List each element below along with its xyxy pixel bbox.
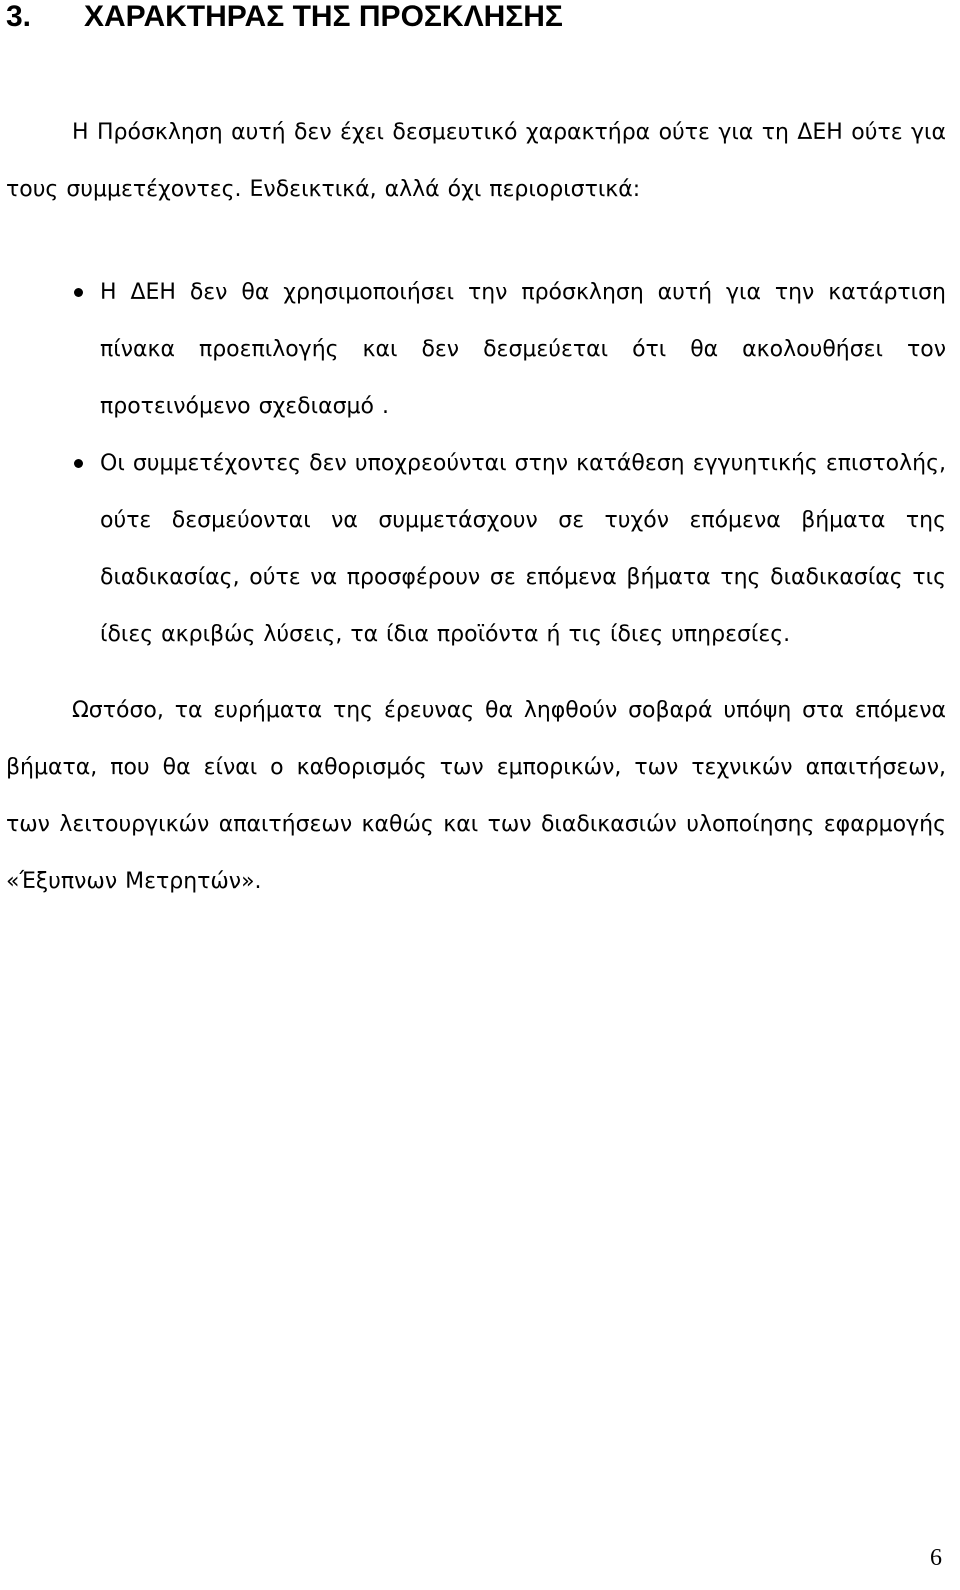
intro-paragraph: Η Πρόσκληση αυτή δεν έχει δεσμευτικό χαρακτήρα ούτε για τη ΔΕΗ ούτε για τους συμμετέχοντες. Ενδεικτικά, αλλά όχι περιοριστικά: <box>6 120 946 202</box>
section-number: 3. <box>6 0 32 33</box>
section-heading <box>6 0 946 34</box>
bullet-dot-icon <box>74 459 83 468</box>
bullet-item <box>0 264 946 435</box>
closing-paragraph: Ωστόσο, τα ευρήματα της έρευνας θα ληφθούν σοβαρά υπόψη στα επόμενα βήματα, που θα είναι ο καθορισμός των εμπορικών, των τεχνικών απαιτήσεων, των λειτουργικών απαιτήσεων καθώς και των διαδικασιών υλοποίησης εφαρμογής «Έξυπνων Μετρητών». <box>6 698 946 894</box>
section-title: ΧΑΡΑΚΤΗΡΑΣ ΤΗΣ ΠΡΟΣΚΛΗΣΗΣ <box>84 0 563 33</box>
bullet-list <box>0 264 946 663</box>
bullet-text: Η ΔΕΗ δεν θα χρησιμοποιήσει την πρόσκληση αυτή για την κατάρτιση πίνακα προεπιλογής και δεν δεσμεύεται ότι θα ακολουθήσει τον προτεινόμενο σχεδιασμό . <box>100 280 946 419</box>
bullet-item <box>0 435 946 663</box>
bullet-text: Οι συμμετέχοντες δεν υποχρεούνται στην κατάθεση εγγυητικής επιστολής, ούτε δεσμεύονται να συμμετάσχουν σε τυχόν επόμενα βήματα της διαδικασίας, ούτε να προσφέρουν σε επόμενα βήματα της διαδικασίας τις ίδιες ακριβώς λύσεις, τα ίδια προϊόντα ή τις ίδιες υπηρεσίες. <box>100 451 946 647</box>
bullet-dot-icon <box>74 288 83 297</box>
page-number: 6 <box>930 1545 942 1571</box>
